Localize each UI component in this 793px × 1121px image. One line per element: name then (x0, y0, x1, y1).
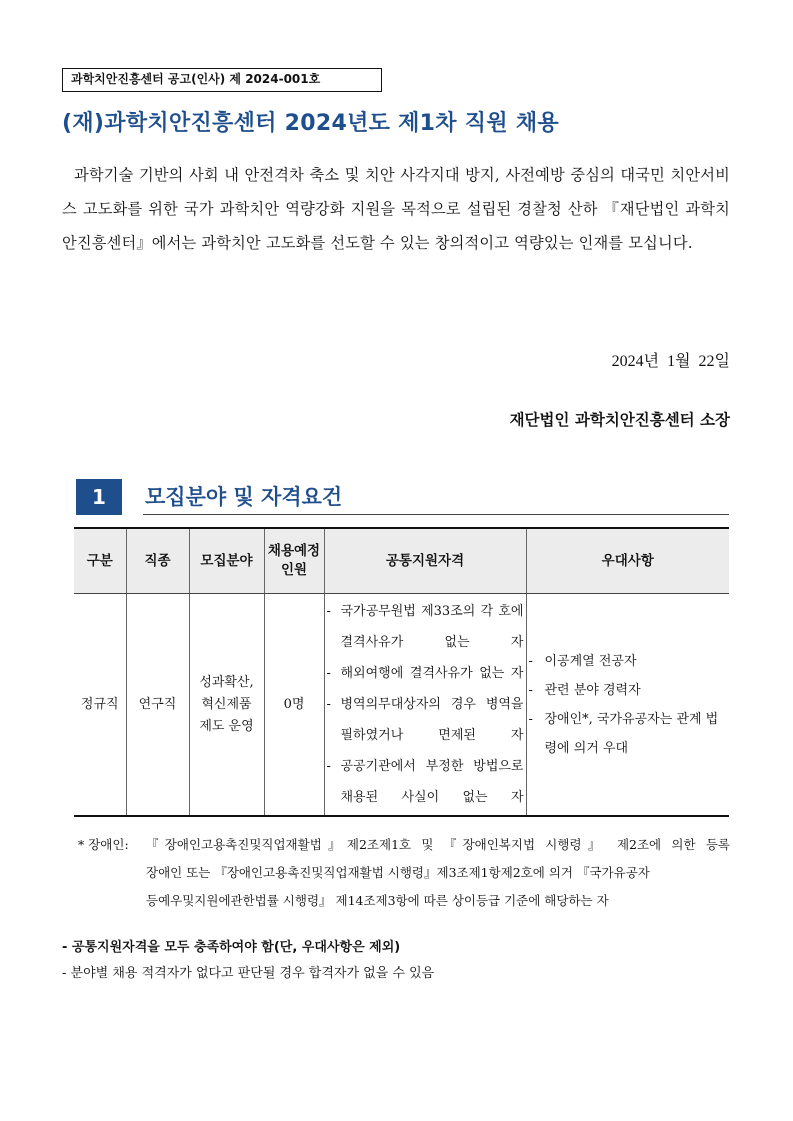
list-item: - 국가공무원법 제33조의 각 호에 결격사유가 없는 자 (325, 596, 526, 658)
footnote-line2: 장애인 또는 『장애인고용촉진및직업재활법 시행령』제3조제1항제2호에 의거 『국가유공자 (146, 865, 650, 880)
header-headcount-line1: 채용예정 (267, 543, 321, 559)
page-title: (재)과학치안진흥센터 2024년도 제1차 직원 채용 (62, 111, 559, 136)
header-common-qualifications: 공통지원자격 (324, 528, 526, 594)
section-number-badge: 1 (76, 479, 122, 515)
field-line2: 혁신제품 (201, 696, 252, 712)
signer: 재단법인 과학치안진흥센터 소장 (509, 411, 730, 429)
header-category: 구분 (74, 528, 126, 594)
disability-footnote (78, 831, 730, 915)
cell-preferences (526, 594, 729, 817)
list-item: - 관련 분야 경력자 (527, 676, 730, 705)
header-job-type: 직종 (126, 528, 189, 594)
header-headcount-line2: 인원 (280, 562, 308, 578)
footnote-line3: 등예우및지원에관한법률 시행령』 제14조제3항에 따른 상이등급 기준에 해당하는 자 (146, 893, 609, 908)
cell-category: 정규직 (74, 594, 126, 817)
recruitment-table (74, 527, 729, 817)
cell-qualifications (324, 594, 526, 817)
qualifications-list (325, 596, 526, 813)
notice-number: 과학치안진흥센터 공고(인사) 제 2024-001호 (62, 68, 382, 92)
note-common-qualification: - 공통지원자격을 모두 충족하여야 함(단, 우대사항은 제외) (62, 940, 401, 955)
announcement-date: 2024년 1월 22일 (611, 353, 730, 370)
field-line3: 제도 운영 (199, 718, 254, 734)
header-field: 모집분야 (189, 528, 264, 594)
table-header-row (74, 528, 729, 594)
footnote-lead: * 장애인: (78, 837, 129, 852)
footnote-line1: 『장애인고용촉진및직업재활법』제2조제1호 및 『장애인복지법 시행령』 제2조에 의한 등록 (146, 837, 730, 852)
preferences-list (527, 647, 730, 763)
note-no-qualified: - 분야별 채용 적격자가 없다고 판단될 경우 합격자가 없을 수 있음 (62, 966, 435, 981)
cell-headcount: 0명 (264, 594, 324, 817)
list-item: - 병역의무대상자의 경우 병역을 필하였거나 면제된 자 (325, 689, 526, 751)
section-title: 모집분야 및 자격요건 (145, 485, 343, 509)
list-item: - 이공계열 전공자 (527, 647, 730, 676)
cell-job-type: 연구직 (126, 594, 189, 817)
list-item: - 해외여행에 결격사유가 없는 자 (325, 658, 526, 689)
field-line1: 성과확산, (199, 674, 254, 690)
header-preferences: 우대사항 (526, 528, 729, 594)
list-item: - 장애인*, 국가유공자는 관계 법령에 의거 우대 (527, 705, 730, 763)
table-row (74, 594, 729, 817)
section-divider (143, 514, 729, 515)
cell-field (189, 594, 264, 817)
intro-paragraph: 과학기술 기반의 사회 내 안전격차 축소 및 치안 사각지대 방지, 사전예방 중심의 대국민 치안서비스 고도화를 위한 국가 과학치안 역량강화 지원을 목적으로 설립된 경찰청 산하 『재단법인 과학치안진흥센터』에서는 과학치안 고도화를 선도할 수 있는 창의적이고 역량있는 인재를 모십니다. (62, 166, 730, 252)
list-item: - 공공기관에서 부정한 방법으로 채용된 사실이 없는 자 (325, 751, 526, 813)
header-headcount (264, 528, 324, 594)
